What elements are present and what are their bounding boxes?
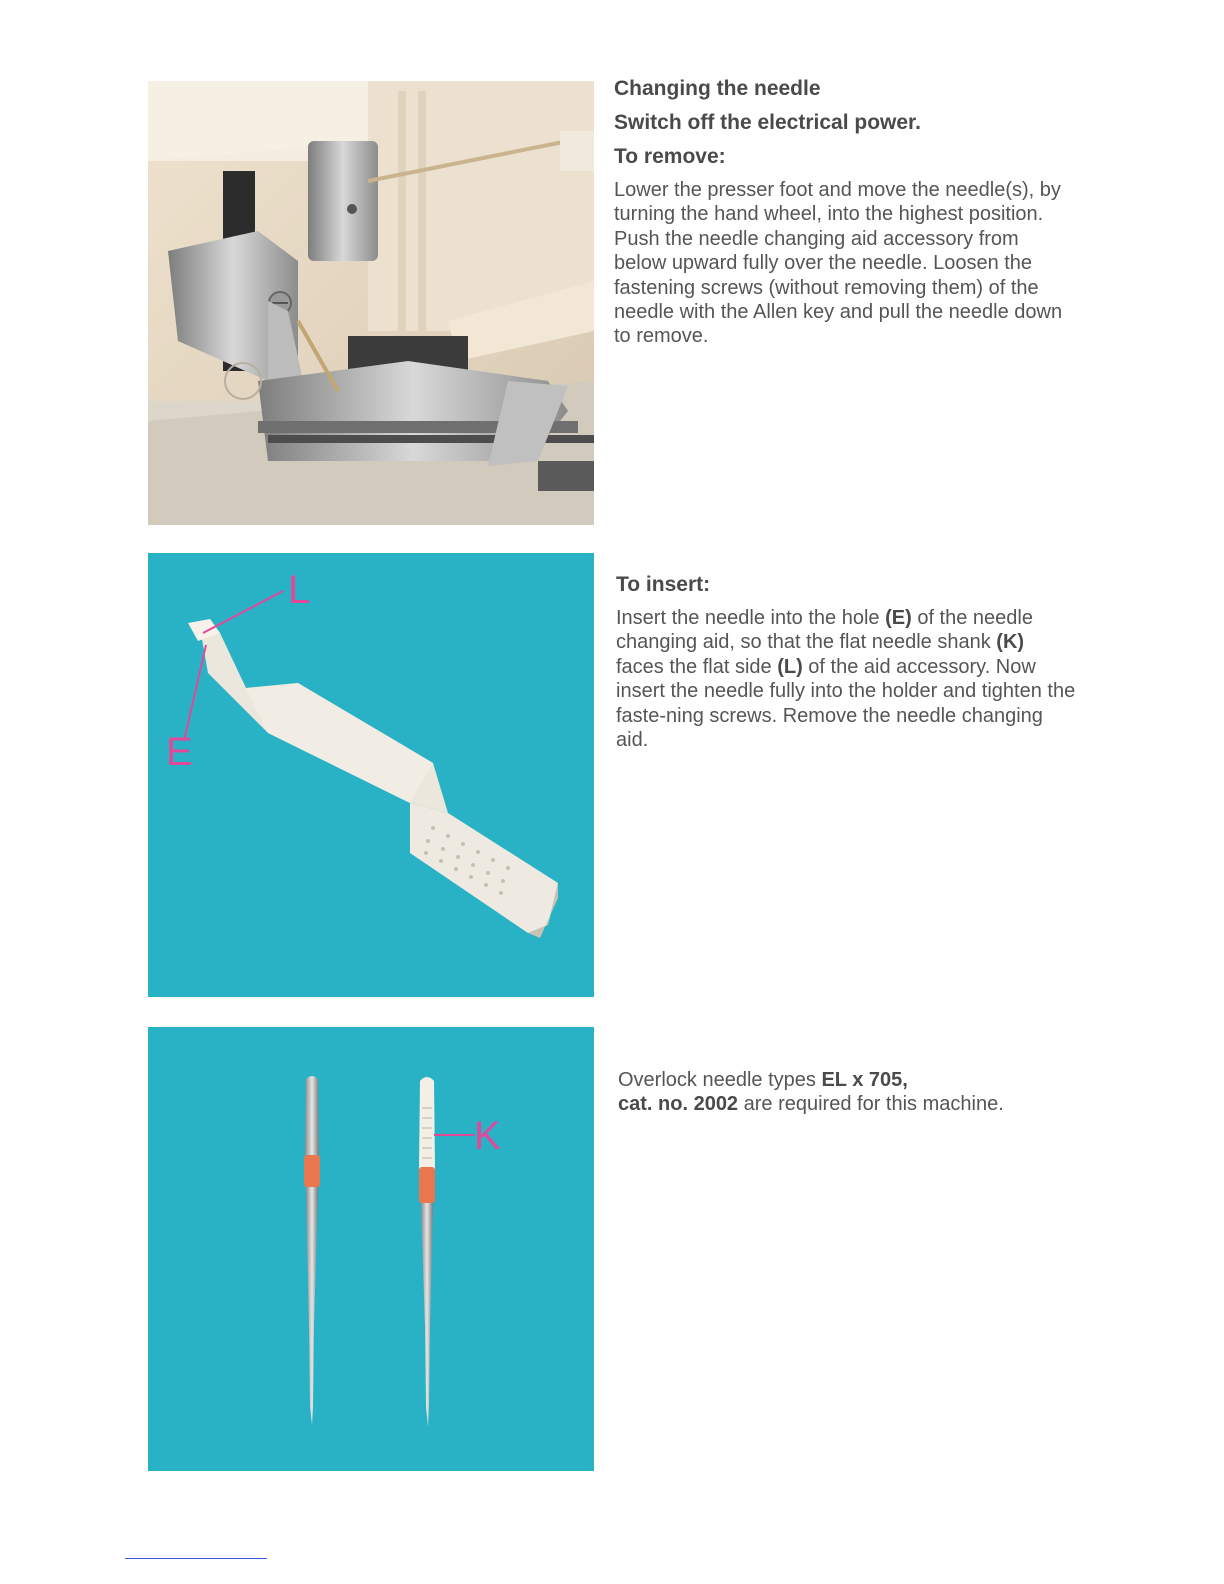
footer-rule <box>125 1558 267 1559</box>
section-insert <box>616 572 1076 752</box>
needle-cat-no: cat. no. 2002 <box>618 1093 739 1116</box>
needle-text-1: Overlock needle types <box>618 1069 822 1091</box>
remove-instructions: Lower the presser foot and move the needle(s), by turning the hand wheel, into the highest position. Push the needle changing aid accessory from below upward fully over the needle. Loosen the fastening screws (without removing them) of the needle with the Allen key and pull the needle down to remove. <box>614 179 1063 348</box>
needle-changing-aid-illustration <box>148 553 594 997</box>
insert-subtitle: To insert: <box>616 573 711 596</box>
photo-needle-changing-aid <box>148 553 594 997</box>
insert-text-3: faces the flat side <box>616 655 778 678</box>
insert-text-4: of the aid accessory. Now insert the needle fully into the holder and tighten the faste-ning screws. Remove the needle changing aid. <box>616 655 1076 752</box>
label-l-ref: (L) <box>777 655 803 678</box>
needle-type-note <box>618 1068 1078 1117</box>
insert-text-1: Insert the needle into the hole <box>616 607 886 629</box>
section-needle-types <box>618 1068 1078 1117</box>
label-e-ref: (E) <box>885 607 912 629</box>
power-warning: Switch off the electrical power. <box>614 111 921 134</box>
photo-overlock-needles <box>148 1027 594 1471</box>
overlock-needles-illustration <box>148 1027 594 1471</box>
sewing-machine-illustration <box>148 81 594 525</box>
figure-label-l: L <box>288 568 311 612</box>
figure-label-k: K <box>474 1114 501 1158</box>
photo-needle-removal <box>148 81 594 525</box>
needle-text-2: are required for this machine. <box>738 1093 1004 1116</box>
label-k-ref: (K) <box>996 631 1025 654</box>
remove-subtitle: To remove: <box>614 145 726 168</box>
needle-type: EL x 705, <box>821 1069 908 1091</box>
section-title: Changing the needle <box>614 77 821 100</box>
insert-text-2: of the needle changing aid, so that the flat needle shank <box>616 607 1033 654</box>
insert-instructions <box>616 606 1076 752</box>
section-remove <box>614 76 1074 349</box>
figure-label-e: E <box>166 730 193 774</box>
